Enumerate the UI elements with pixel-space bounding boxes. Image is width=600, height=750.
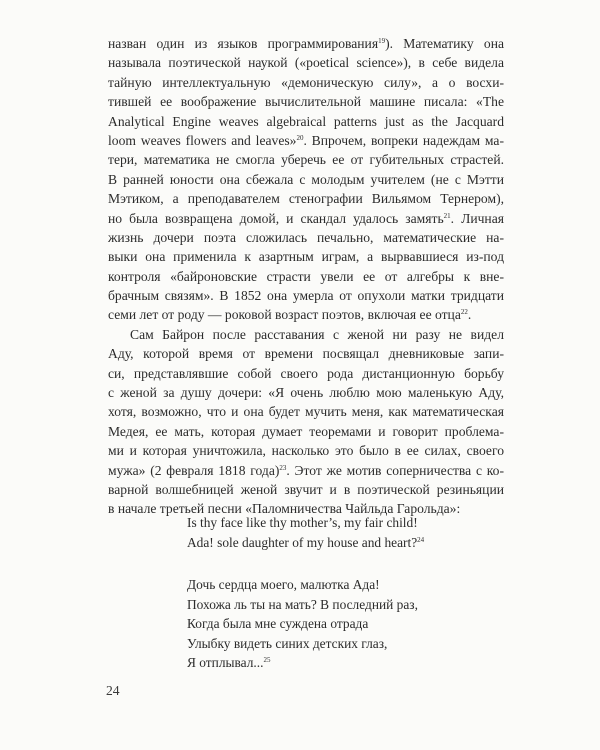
poem-ru-line — [187, 595, 487, 615]
line-text: Аду, которой время от времени посвящал дневниковые запи- — [108, 346, 504, 362]
footnote-ref[interactable]: 24 — [417, 535, 425, 544]
line-text: называла поэтической наукой («poetical science»), в себе видела — [108, 55, 504, 71]
paragraph1-line — [108, 209, 504, 228]
line-text: тившей ее воображение вычислительной машине писала: «The — [108, 94, 504, 110]
line-text: назван один из языков программирования — [108, 36, 379, 51]
paragraph2-line — [108, 441, 504, 460]
line-text: Is thy face like thy mother’s, my fair child! — [187, 515, 418, 530]
poem-ru-line — [187, 614, 487, 634]
paragraph1-line — [108, 247, 504, 266]
poem-russian — [187, 575, 487, 673]
line-text: но была возвращена домой, и скандал удалось замять — [108, 210, 444, 226]
line-text: си, представлявшие собой своего рода дистанционную борьбу — [108, 365, 504, 381]
line-text: Похожа ль ты на мать? В последний раз, — [187, 596, 418, 612]
line-text: loom weaves flowers and leaves» — [108, 132, 297, 148]
line-text: Улыбку видеть синих детских глаз, — [187, 635, 388, 651]
line-text-after: . Впрочем, вопреки надеждам ма- — [303, 132, 504, 148]
paragraph1-line — [108, 73, 504, 92]
line-text: Дочь сердца моего, малютка Ада! — [187, 577, 380, 592]
paragraph1-line — [108, 305, 504, 324]
line-text: Когда была мне суждена отрада — [187, 616, 369, 632]
line-text: в начале третьей песни «Паломничества Чайльда Гарольда»: — [108, 501, 461, 517]
paragraph1-line — [108, 286, 504, 305]
footnote-ref[interactable]: 22 — [460, 308, 468, 317]
line-text: Мэтиком, а преподавателем стенографии Вильямом Тернером), — [108, 191, 504, 207]
line-text: варной волшебницей женой звучит и в поэтической резиньяции — [108, 481, 504, 497]
paragraph2-line — [108, 461, 504, 480]
poem-english — [187, 513, 487, 552]
page-number: 24 — [106, 683, 120, 698]
line-text-after: . Этот же мотив соперничества с ко- — [286, 462, 504, 478]
poem-ru-line — [187, 653, 487, 673]
paragraph2-line — [108, 364, 504, 383]
footnote-ref[interactable]: 20 — [296, 133, 304, 142]
poem-ru-line — [187, 575, 487, 595]
line-text: тайную интеллектуальную «демоническую силу», а о восхи- — [108, 74, 504, 90]
paragraph1-line — [108, 267, 504, 286]
line-text: Analytical Engine weaves algebraical patterns just as the Jacquard — [108, 113, 504, 129]
line-text-after: . Личная — [450, 210, 504, 226]
line-text-after: . — [467, 307, 472, 323]
paragraph1-line — [108, 170, 504, 189]
paragraph1-line — [108, 34, 504, 53]
paragraph2-line — [108, 383, 504, 402]
paragraph-1 — [108, 34, 504, 325]
line-text: Ada! sole daughter of my house and heart? — [187, 534, 418, 550]
line-text: семи лет от роду — роковой возраст поэтов, включая ее отца — [108, 307, 461, 323]
paragraph1-line — [108, 131, 504, 150]
paragraph1-line — [108, 92, 504, 111]
line-text: брачным связям». В 1852 она умерла от опухоли матки тридцати — [108, 288, 504, 304]
line-text: выки она применила к азартным играм, а вырвавшиеся из-под — [108, 249, 504, 265]
paragraph2-line — [108, 480, 504, 499]
footnote-ref[interactable]: 19 — [378, 37, 386, 45]
paragraph1-line — [108, 112, 504, 131]
line-text: жизнь дочери поэта сложилась печально, математические на- — [108, 229, 504, 245]
paragraph2-line — [108, 422, 504, 441]
line-text: мужа» (2 февраля 1818 года) — [108, 462, 280, 478]
line-text: контроля «байроновские страсти увели ее от алгебры к внe- — [108, 268, 504, 284]
poem-ru-line — [187, 634, 487, 654]
paragraph1-line — [108, 228, 504, 247]
line-text: В ранней юности она сбежала с молодым учителем (не с Мэтти — [108, 171, 504, 187]
paragraph-2 — [108, 325, 504, 519]
paragraph1-line — [108, 150, 504, 169]
line-text-after: ). Математику она — [385, 36, 504, 51]
line-text: с женой за душу дочери: «Я очень люблю мою маленькую Аду, — [108, 385, 504, 401]
poem-en-line — [187, 533, 487, 553]
body-text — [108, 34, 504, 519]
line-text: хотя, возможно, что и она будет мучить меня, как математическая — [108, 404, 504, 420]
paragraph1-line — [108, 53, 504, 72]
paragraph1-line — [108, 189, 504, 208]
line-text: тери, математика не смогла уберечь ее от губительных страстей. — [108, 152, 504, 168]
footnote-ref[interactable]: 25 — [263, 656, 271, 665]
line-text: Медея, ее мать, которая думает теоремами и говорит проблема- — [108, 423, 504, 439]
footnote-ref[interactable]: 21 — [443, 211, 451, 220]
line-text: ми и которая уничтожила, насколько это было в ее силах, своего — [108, 443, 504, 459]
poem-en-line — [187, 513, 487, 533]
paragraph2-line — [108, 325, 504, 344]
footnote-ref[interactable]: 23 — [279, 463, 287, 472]
paragraph2-line — [108, 344, 504, 363]
paragraph2-line — [108, 402, 504, 421]
line-text: Я отплывал... — [187, 655, 264, 671]
line-text: Сам Байрон после расставания с женой ни разу не видел — [130, 326, 504, 342]
